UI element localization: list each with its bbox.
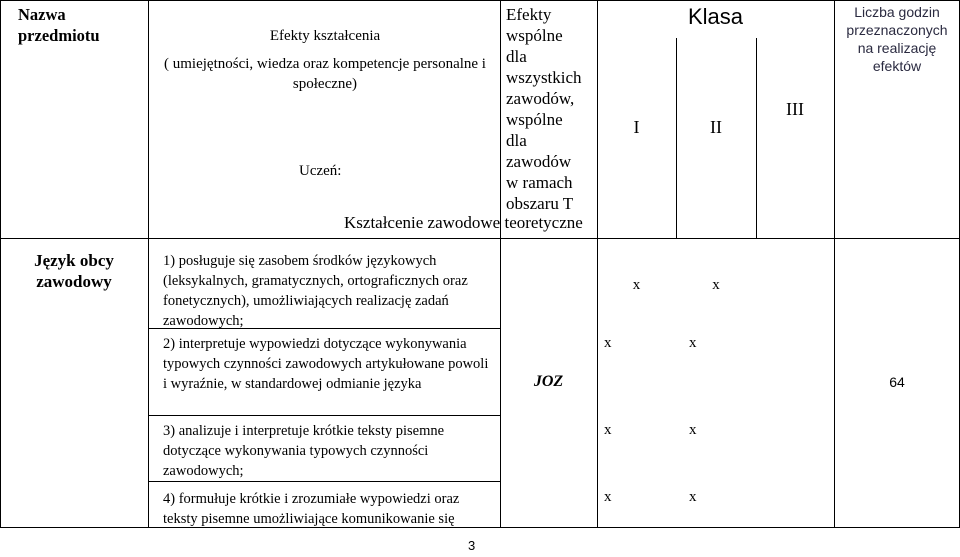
class-label: Klasa (687, 4, 744, 29)
learning-effects-title: Efekty kształcenia (269, 28, 381, 44)
page-number: 3 (468, 538, 476, 553)
hours-value: 64 (889, 374, 905, 390)
class-3-header: III (786, 99, 804, 119)
learning-effects-subtitle: ( umiejętności, wiedza oraz kompetencje personalne i społeczne) (164, 56, 486, 92)
effect-row-2-text: 2) interpretuje wypowiedzi dotyczące wykonywania typowych czynności zawodowych artykułowane powoli i wyraźnie, w standardowej odmianie języka (163, 336, 489, 392)
subject-name-header: Nazwa przedmiotu (18, 5, 100, 45)
row-1-class-2-mark: x (712, 277, 720, 293)
row-4-class-2-mark: x (689, 489, 697, 505)
hours-header: Liczba godzin przeznaczonych na realizację efektów (846, 4, 948, 74)
subject-name-cell: Język obcy zawodowy (34, 251, 114, 291)
class-1-header: I (633, 117, 640, 137)
row-3-class-1-mark: x (604, 422, 612, 438)
row-2-class-2-mark: x (689, 335, 697, 351)
section-title: Kształcenie zawodowe teoretyczne (344, 213, 583, 232)
effect-row-4-text: 4) formułuje krótkie i zrozumiałe wypowiedzi oraz teksty pisemne umożliwiające komunikowanie się (163, 491, 460, 527)
class-2-header: II (710, 117, 722, 137)
common-effects-header: Efekty wspólne dla wszystkich zawodów, wspólne dla zawodów w ramach obszaru T (506, 5, 582, 213)
row-3-class-2-mark: x (689, 422, 697, 438)
student-label: Uczeń: (299, 163, 342, 179)
effect-row-3-text: 3) analizuje i interpretuje krótkie teksty pisemne dotyczące wykonywania typowych czynności zawodowych; (163, 423, 445, 479)
subject-code: JOZ (533, 373, 564, 390)
row-1-class-1-mark: x (632, 277, 641, 293)
row-4-class-1-mark: x (604, 489, 612, 505)
effect-row-1-text: 1) posługuje się zasobem środków językowych (leksykalnych, gramatycznych, ortograficznych oraz fonetycznych), umożliwiających realizację zadań zawodowych; (163, 253, 468, 329)
row-2-class-1-mark: x (604, 335, 612, 351)
